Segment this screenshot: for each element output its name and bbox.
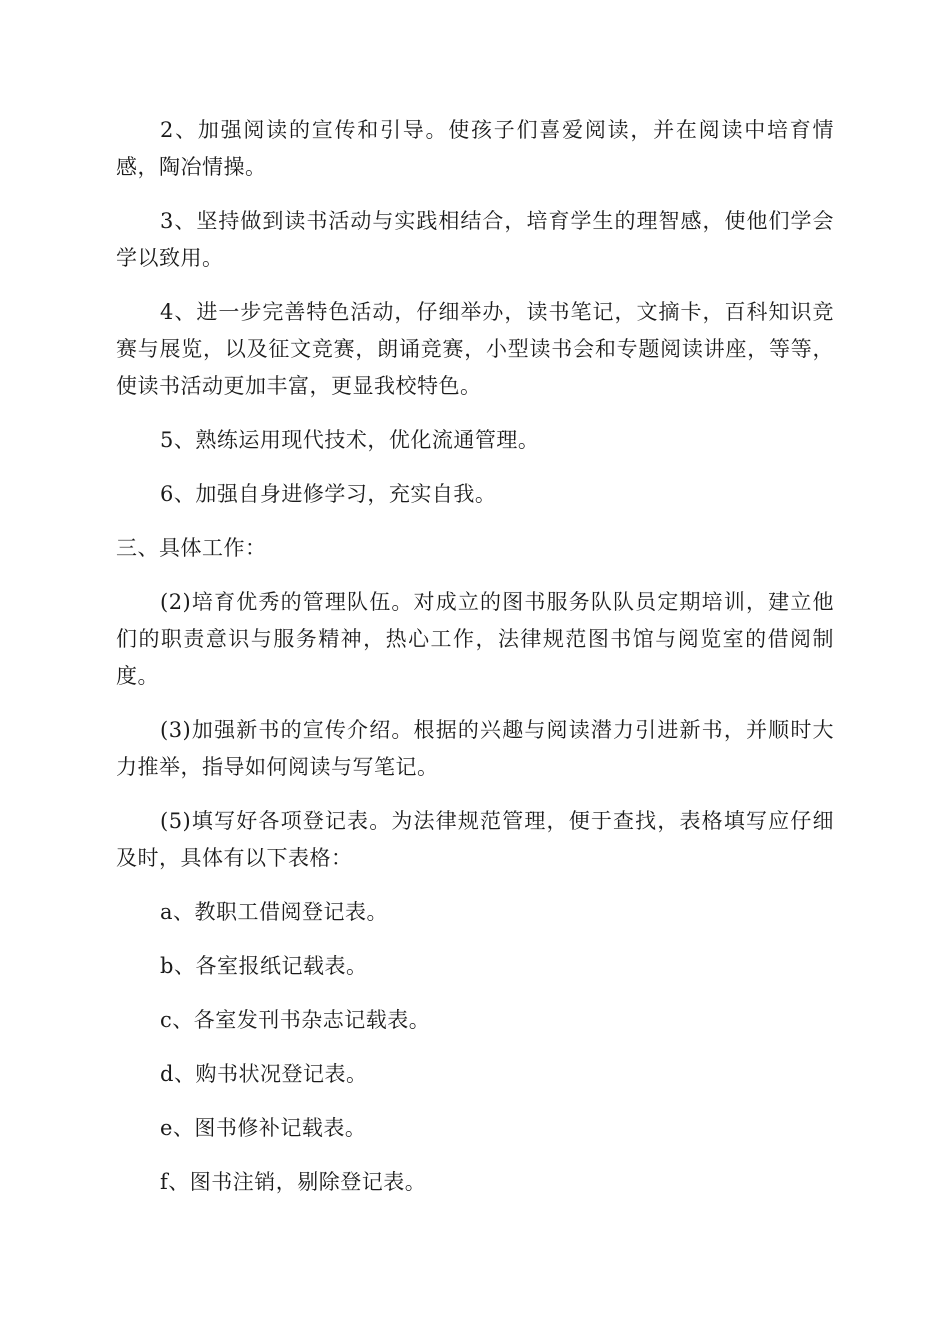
paragraph-item-4: 4、进一步完善特色活动，仔细举办，读书笔记，文摘卡，百科知识竞赛与展览，以及征文竞赛，朗诵竞赛，小型读书会和专题阅读讲座，等等，使读书活动更加丰富，更显我校特色。 (116, 300, 834, 398)
list-item-b: b、各室报纸记载表。 (160, 954, 368, 978)
list-item-e: e、图书修补记载表。 (160, 1116, 367, 1140)
paragraph-item-2: 2、加强阅读的宣传和引导。使孩子们喜爱阅读，并在阅读中培育情感，陶冶情操。 (116, 118, 834, 179)
paragraph-sub-5: (5)填写好各项登记表。为法律规范管理，便于查找，表格填写应仔细及时，具体有以下表格： (116, 809, 834, 870)
paragraph-item-6: 6、加强自身进修学习，充实自我。 (160, 482, 497, 506)
document-body (116, 112, 834, 1218)
paragraph-sub-3: (3)加强新书的宣传介绍。根据的兴趣与阅读潜力引进新书，并顺时大力推举，指导如何阅读与写笔记。 (116, 718, 834, 779)
paragraph-sub-2: (2)培育优秀的管理队伍。对成立的图书服务队队员定期培训，建立他们的职责意识与服务精神，热心工作，法律规范图书馆与阅览室的借阅制度。 (116, 590, 834, 688)
list-item-a: a、教职工借阅登记表。 (160, 900, 389, 924)
section-heading-specific-work: 三、具体工作： (116, 536, 267, 560)
paragraph-item-3: 3、坚持做到读书活动与实践相结合，培育学生的理智感，使他们学会学以致用。 (116, 209, 834, 270)
paragraph-item-5: 5、熟练运用现代技术，优化流通管理。 (160, 428, 540, 452)
list-item-f: f、图书注销，剔除登记表。 (160, 1170, 427, 1194)
list-item-d: d、购书状况登记表。 (160, 1062, 368, 1086)
list-item-c: c、各室发刊书杂志记载表。 (160, 1008, 431, 1032)
